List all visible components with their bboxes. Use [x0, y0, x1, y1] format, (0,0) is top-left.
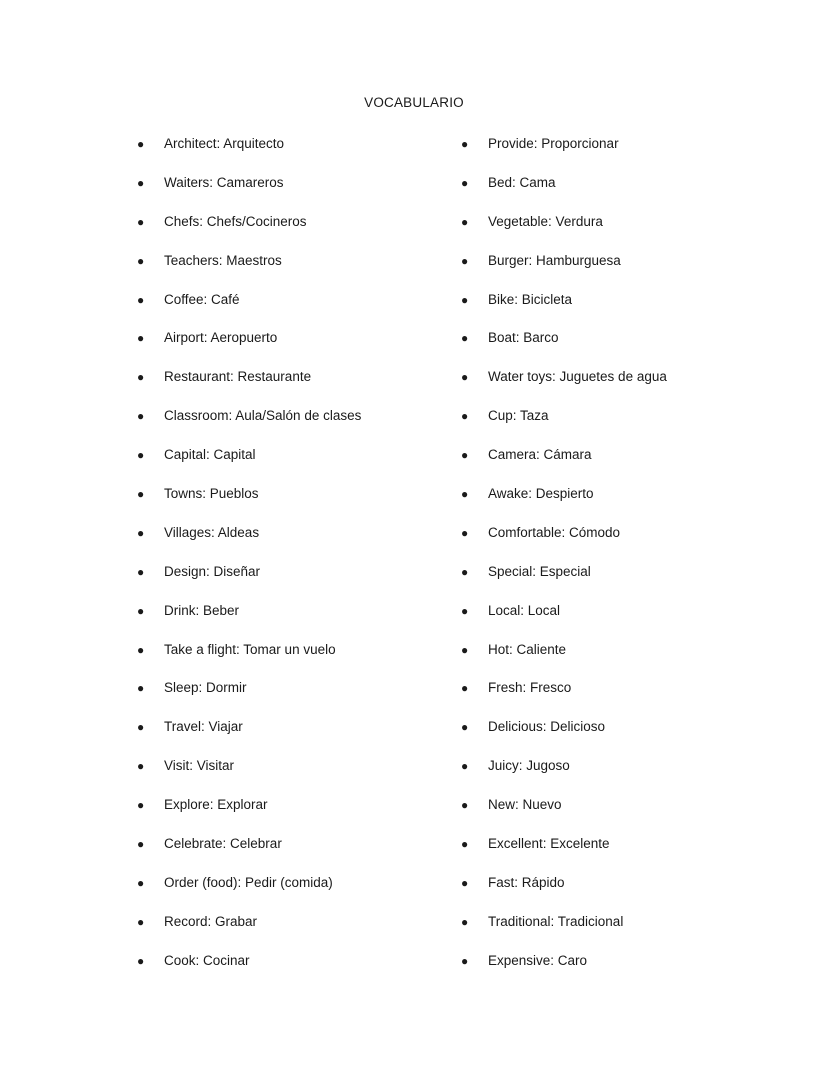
bullet-icon: ●	[137, 331, 145, 346]
vocabulary-item	[461, 911, 781, 950]
bullet-icon: ●	[137, 253, 145, 268]
vocabulary-item-text: Fresh: Fresco	[488, 680, 572, 696]
vocabulary-item-text: Classroom: Aula/Salón de clases	[164, 408, 362, 424]
vocabulary-item	[137, 444, 447, 483]
bullet-icon: ●	[461, 720, 469, 735]
vocabulary-item	[461, 327, 781, 366]
vocabulary-item	[461, 677, 781, 716]
bullet-icon: ●	[137, 448, 145, 463]
vocabulary-item	[137, 950, 447, 989]
vocabulary-item	[137, 794, 447, 833]
vocabulary-item-text: Awake: Despierto	[488, 486, 594, 502]
vocabulary-item	[461, 172, 781, 211]
vocabulary-item	[461, 211, 781, 250]
bullet-icon: ●	[137, 603, 145, 618]
vocabulary-item-text: Bike: Bicicleta	[488, 291, 573, 307]
bullet-icon: ●	[461, 331, 469, 346]
vocabulary-item	[137, 405, 447, 444]
vocabulary-item	[137, 677, 447, 716]
vocabulary-item-text: Waiters: Camareros	[164, 174, 284, 190]
bullet-icon: ●	[461, 137, 469, 151]
vocabulary-item-text: Celebrate: Celebrar	[164, 836, 282, 852]
vocabulary-item-text: Design: Diseñar	[164, 563, 261, 579]
bullet-icon: ●	[137, 564, 145, 579]
vocabulary-item	[461, 133, 781, 172]
bullet-icon: ●	[137, 642, 145, 657]
vocabulary-item	[461, 289, 781, 328]
vocabulary-item-text: Fast: Rápido	[488, 874, 565, 890]
vocabulary-item-text: Explore: Explorar	[164, 797, 268, 813]
bullet-icon: ●	[461, 642, 469, 657]
bullet-icon: ●	[461, 214, 469, 229]
vocabulary-item	[137, 561, 447, 600]
vocabulary-item-text: Juicy: Jugoso	[488, 758, 570, 774]
bullet-icon: ●	[461, 681, 469, 696]
vocabulary-item	[137, 833, 447, 872]
vocabulary-item	[461, 794, 781, 833]
vocabulary-item-text: Vegetable: Verdura	[488, 213, 603, 229]
bullet-icon: ●	[461, 798, 469, 813]
bullet-icon: ●	[137, 137, 145, 151]
bullet-icon: ●	[461, 409, 469, 424]
vocabulary-item-text: Drink: Beber	[164, 602, 240, 618]
vocabulary-item-text: Cook: Cocinar	[164, 952, 250, 968]
vocabulary-item	[461, 366, 781, 405]
bullet-icon: ●	[137, 953, 145, 968]
vocabulary-item	[461, 639, 781, 678]
vocabulary-item-text: Boat: Barco	[488, 330, 559, 346]
bullet-icon: ●	[461, 253, 469, 268]
vocabulary-item	[137, 911, 447, 950]
vocabulary-item	[137, 211, 447, 250]
bullet-icon: ●	[137, 214, 145, 229]
bullet-icon: ●	[461, 759, 469, 774]
vocabulary-item	[461, 600, 781, 639]
vocabulary-item-text: Restaurant: Restaurante	[164, 369, 312, 385]
bullet-icon: ●	[137, 875, 145, 890]
vocabulary-item	[137, 289, 447, 328]
vocabulary-item	[137, 250, 447, 289]
vocabulary-item-text: Airport: Aeropuerto	[164, 330, 278, 346]
vocabulary-item	[461, 522, 781, 561]
vocabulary-item-text: Traditional: Tradicional	[488, 913, 624, 929]
vocabulary-item-text: Record: Grabar	[164, 913, 258, 929]
vocabulary-item-text: Special: Especial	[488, 563, 591, 579]
vocabulary-list-left	[137, 133, 447, 989]
bullet-icon: ●	[137, 292, 145, 307]
vocabulary-item-text: Provide: Proporcionar	[488, 136, 619, 151]
vocabulary-item-text: Villages: Aldeas	[164, 524, 260, 540]
bullet-icon: ●	[137, 720, 145, 735]
page-title: VOCABULARIO	[364, 95, 464, 110]
vocabulary-item-text: Camera: Cámara	[488, 447, 592, 463]
vocabulary-item-text: Water toys: Juguetes de agua	[488, 369, 667, 385]
vocabulary-item-text: Hot: Caliente	[488, 641, 567, 657]
vocabulary-item	[461, 833, 781, 872]
bullet-icon: ●	[137, 914, 145, 929]
bullet-icon: ●	[461, 525, 469, 540]
vocabulary-item	[137, 755, 447, 794]
bullet-icon: ●	[461, 914, 469, 929]
vocabulary-item-text: New: Nuevo	[488, 797, 562, 813]
bullet-icon: ●	[461, 175, 469, 190]
bullet-icon: ●	[461, 292, 469, 307]
vocabulary-item	[461, 250, 781, 289]
vocabulary-item-text: Bed: Cama	[488, 174, 556, 190]
bullet-icon: ●	[461, 448, 469, 463]
vocabulary-item-text: Towns: Pueblos	[164, 486, 259, 502]
vocabulary-item-text: Capital: Capital	[164, 447, 256, 463]
vocabulary-item-text: Delicious: Delicioso	[488, 719, 606, 735]
vocabulary-item	[137, 522, 447, 561]
vocabulary-item	[137, 133, 447, 172]
vocabulary-item-text: Chefs: Chefs/Cocineros	[164, 213, 307, 229]
vocabulary-item	[137, 366, 447, 405]
bullet-icon: ●	[137, 525, 145, 540]
vocabulary-item	[461, 950, 781, 989]
vocabulary-item	[461, 755, 781, 794]
bullet-icon: ●	[137, 798, 145, 813]
bullet-icon: ●	[461, 487, 469, 502]
vocabulary-item-text: Order (food): Pedir (comida)	[164, 874, 333, 890]
vocabulary-item	[461, 405, 781, 444]
vocabulary-item	[461, 561, 781, 600]
bullet-icon: ●	[137, 759, 145, 774]
bullet-icon: ●	[461, 875, 469, 890]
vocabulary-item-text: Travel: Viajar	[164, 719, 243, 735]
vocabulary-item-text: Expensive: Caro	[488, 952, 588, 968]
bullet-icon: ●	[137, 487, 145, 502]
bullet-icon: ●	[461, 370, 469, 385]
bullet-icon: ●	[461, 564, 469, 579]
bullet-icon: ●	[137, 175, 145, 190]
bullet-icon: ●	[137, 370, 145, 385]
bullet-icon: ●	[137, 837, 145, 852]
vocabulary-item-text: Local: Local	[488, 602, 561, 618]
vocabulary-item-text: Sleep: Dormir	[164, 680, 247, 696]
vocabulary-item-text: Coffee: Café	[164, 291, 240, 307]
vocabulary-item-text: Architect: Arquitecto	[164, 136, 285, 151]
vocabulary-item-text: Cup: Taza	[488, 408, 549, 424]
vocabulary-item	[461, 716, 781, 755]
bullet-icon: ●	[137, 681, 145, 696]
vocabulary-item-text: Take a flight: Tomar un vuelo	[164, 641, 336, 657]
vocabulary-item	[137, 172, 447, 211]
vocabulary-list-right	[461, 133, 781, 989]
vocabulary-item	[137, 872, 447, 911]
vocabulary-item	[461, 444, 781, 483]
bullet-icon: ●	[461, 603, 469, 618]
vocabulary-item	[137, 716, 447, 755]
vocabulary-item-text: Comfortable: Cómodo	[488, 524, 621, 540]
vocabulary-item-text: Excellent: Excelente	[488, 836, 610, 852]
vocabulary-item	[461, 483, 781, 522]
vocabulary-item	[137, 639, 447, 678]
vocabulary-item	[137, 600, 447, 639]
vocabulary-item	[137, 327, 447, 366]
vocabulary-item-text: Teachers: Maestros	[164, 252, 282, 268]
bullet-icon: ●	[461, 953, 469, 968]
vocabulary-item-text: Visit: Visitar	[164, 758, 235, 774]
vocabulary-item-text: Burger: Hamburguesa	[488, 252, 621, 268]
bullet-icon: ●	[137, 409, 145, 424]
vocabulary-item	[137, 483, 447, 522]
bullet-icon: ●	[461, 837, 469, 852]
vocabulary-item	[461, 872, 781, 911]
